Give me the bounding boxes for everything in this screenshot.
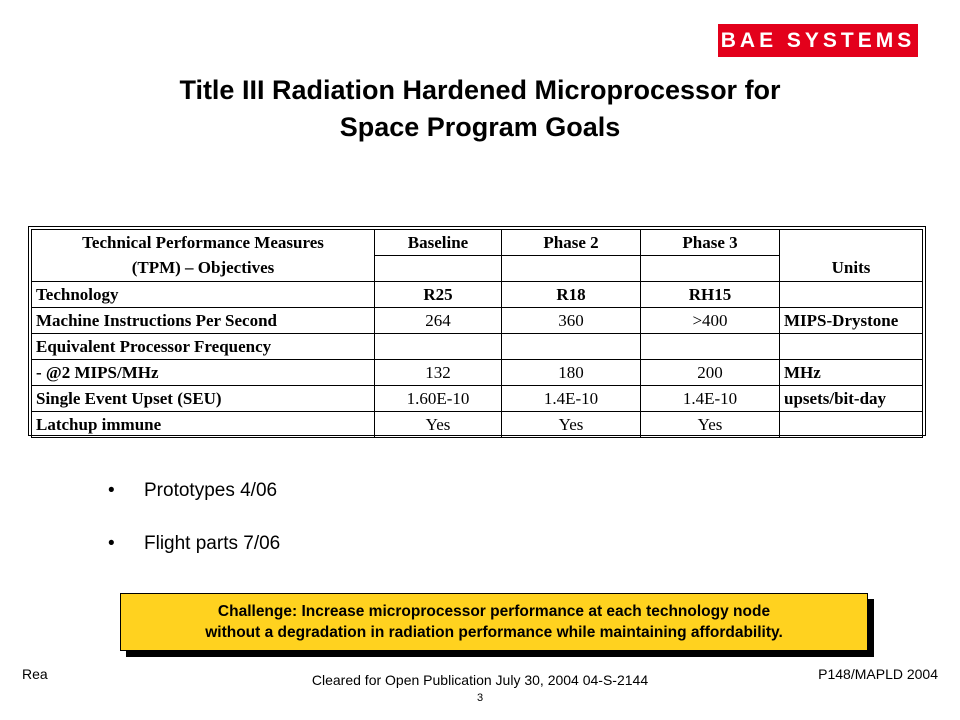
row-label: - @2 MIPS/MHz <box>32 360 375 386</box>
table-row <box>32 308 923 334</box>
row-label: Technology <box>32 282 375 308</box>
row-label: Latchup immune <box>32 412 375 438</box>
challenge-line-2: without a degradation in radiation performance while maintaining affordability. <box>205 624 783 641</box>
list-item <box>108 531 280 557</box>
list-item <box>108 478 280 504</box>
header-cell: Technical Performance Measures <box>32 230 375 256</box>
table-header-row <box>32 230 923 256</box>
table-cell <box>641 334 780 360</box>
table-cell <box>502 334 641 360</box>
table-cell <box>780 334 923 360</box>
logo-text: BAE SYSTEMS <box>720 28 916 52</box>
bae-systems-logo <box>718 24 918 57</box>
table-cell: MHz <box>780 360 923 386</box>
header-cell: Baseline <box>375 230 502 256</box>
subheader-cell: (TPM) – Objectives <box>32 256 375 282</box>
bullet-list <box>108 478 280 584</box>
row-label: Equivalent Processor Frequency <box>32 334 375 360</box>
table-cell: >400 <box>641 308 780 334</box>
tpm-table <box>31 229 923 438</box>
subheader-cell <box>641 256 780 282</box>
table-cell: MIPS-Drystone <box>780 308 923 334</box>
table-cell: Yes <box>641 412 780 438</box>
table-cell: R25 <box>375 282 502 308</box>
title-line-1: Title III Radiation Hardened Microprocessor for <box>179 75 781 105</box>
bullet-icon: • <box>108 480 115 501</box>
table-cell: 360 <box>502 308 641 334</box>
table-cell <box>780 282 923 308</box>
table-row <box>32 334 923 360</box>
tpm-table-frame <box>28 226 926 436</box>
subheader-cell <box>375 256 502 282</box>
table-cell <box>375 334 502 360</box>
footer-doc-id: P148/MAPLD 2004 <box>818 666 938 682</box>
row-label: Machine Instructions Per Second <box>32 308 375 334</box>
challenge-line-1: Challenge: Increase microprocessor performance at each technology node <box>217 603 771 620</box>
header-cell: Phase 2 <box>502 230 641 256</box>
footer-author: Rea <box>22 666 48 682</box>
table-cell: Yes <box>375 412 502 438</box>
slide-title <box>0 72 960 146</box>
bullet-icon: • <box>108 533 115 554</box>
bullet-text: Prototypes 4/06 <box>144 480 278 501</box>
subheader-cell <box>502 256 641 282</box>
table-cell: 1.4E-10 <box>641 386 780 412</box>
table-cell: 1.60E-10 <box>375 386 502 412</box>
table-row <box>32 360 923 386</box>
table-cell: R18 <box>502 282 641 308</box>
table-cell: RH15 <box>641 282 780 308</box>
bullet-text: Flight parts 7/06 <box>144 533 281 554</box>
subheader-cell: Units <box>780 256 923 282</box>
header-cell: Phase 3 <box>641 230 780 256</box>
header-cell <box>780 230 923 256</box>
challenge-callout <box>120 593 868 651</box>
table-row <box>32 412 923 438</box>
table-cell: 264 <box>375 308 502 334</box>
table-cell: 132 <box>375 360 502 386</box>
table-row <box>32 282 923 308</box>
table-cell: 180 <box>502 360 641 386</box>
table-row <box>32 386 923 412</box>
page-number: 3 <box>476 692 484 704</box>
table-cell: 1.4E-10 <box>502 386 641 412</box>
row-label: Single Event Upset (SEU) <box>32 386 375 412</box>
footer-clearance: Cleared for Open Publication July 30, 2004 04-S-2144 <box>311 672 649 688</box>
table-cell: 200 <box>641 360 780 386</box>
table-cell: Yes <box>502 412 641 438</box>
table-cell <box>780 412 923 438</box>
table-subheader-row <box>32 256 923 282</box>
title-line-2: Space Program Goals <box>339 112 621 142</box>
table-cell: upsets/bit-day <box>780 386 923 412</box>
